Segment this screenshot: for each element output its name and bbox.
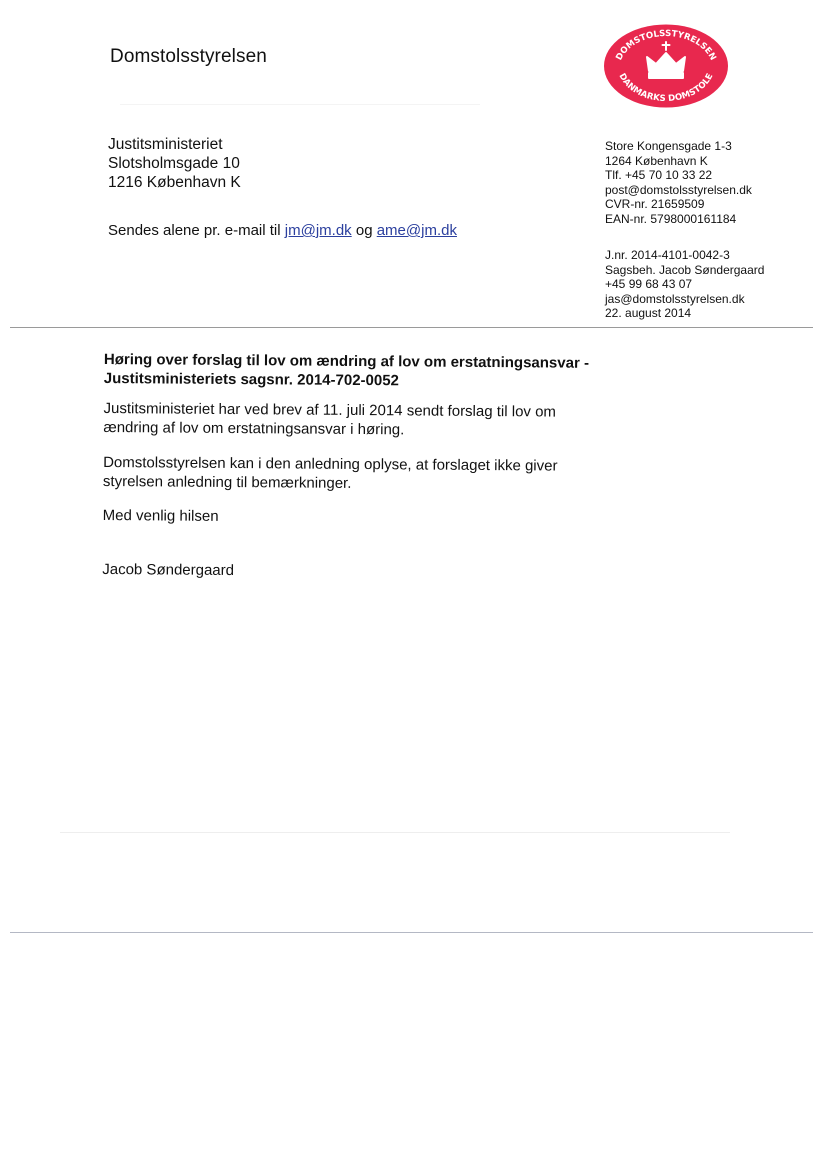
case-journal-number: J.nr. 2014-4101-0042-3 [605, 248, 730, 262]
recipient-street: Slotsholmsgade 10 [108, 155, 240, 172]
paragraph-2-line-1: Domstolsstyrelsen kan i den anledning oplyse, at forslaget ikke giver [103, 453, 558, 475]
email-link-jm[interactable]: jm@jm.dk [284, 222, 352, 239]
domstolsstyrelsen-logo [603, 24, 729, 108]
subject-line-2: Justitsministeriets sagsnr. 2014-702-0052 [103, 369, 400, 390]
sender-ean: EAN-nr. 5798000161184 [605, 211, 737, 226]
delivery-joiner: og [355, 222, 373, 239]
sender-contact-block [605, 139, 752, 227]
sender-cvr: CVR-nr. 21659509 [605, 197, 705, 212]
case-handler-email: jas@domstolsstyrelsen.dk [605, 291, 745, 306]
subject-line-1: Høring over forslag til lov om ændring af lov om erstatningsansvar - [103, 350, 590, 372]
case-handler-phone: +45 99 68 43 07 [605, 277, 693, 292]
paragraph-1 [103, 399, 623, 441]
footer-divider [10, 932, 813, 933]
delivery-note [108, 222, 457, 239]
faint-scan-line [120, 104, 480, 105]
recipient-name: Justitsministeriet [108, 136, 223, 153]
delivery-prefix: Sendes alene pr. e-mail til [108, 222, 281, 239]
sender-street: Store Kongensgade 1-3 [605, 139, 732, 153]
letter-date: 22. august 2014 [605, 306, 692, 321]
sender-phone: Tlf. +45 70 10 33 22 [605, 168, 713, 183]
logo-top-text: DOMSTOLSSTYRELSEN [614, 28, 718, 63]
signature-name: Jacob Søndergaard [102, 560, 235, 580]
paragraph-1-line-1: Justitsministeriet har ved brev af 11. juli 2014 sendt forslag til lov om [103, 399, 557, 421]
header-divider [10, 327, 813, 328]
logo-bottom-text: DANMARKS DOMSTOLE [616, 71, 716, 105]
letter-body [102, 350, 624, 583]
recipient-address [108, 135, 241, 192]
recipient-city: 1216 København K [108, 174, 241, 191]
email-link-ame[interactable]: ame@jm.dk [376, 222, 457, 239]
case-reference-block [605, 248, 764, 321]
letter-subject [104, 350, 624, 392]
organization-name: Domstolsstyrelsen [110, 46, 267, 67]
faint-scan-line [60, 832, 730, 833]
paragraph-2-line-2: styrelsen anledning til bemærkninger. [102, 472, 352, 492]
closing-greeting: Med venlig hilsen [102, 506, 219, 525]
case-handler: Sagsbeh. Jacob Søndergaard [605, 262, 765, 277]
sender-email: post@domstolsstyrelsen.dk [605, 182, 752, 197]
paragraph-2 [103, 453, 623, 495]
paragraph-1-line-2: ændring af lov om erstatningsansvar i høring. [103, 418, 405, 439]
sender-city: 1264 København K [605, 153, 708, 168]
